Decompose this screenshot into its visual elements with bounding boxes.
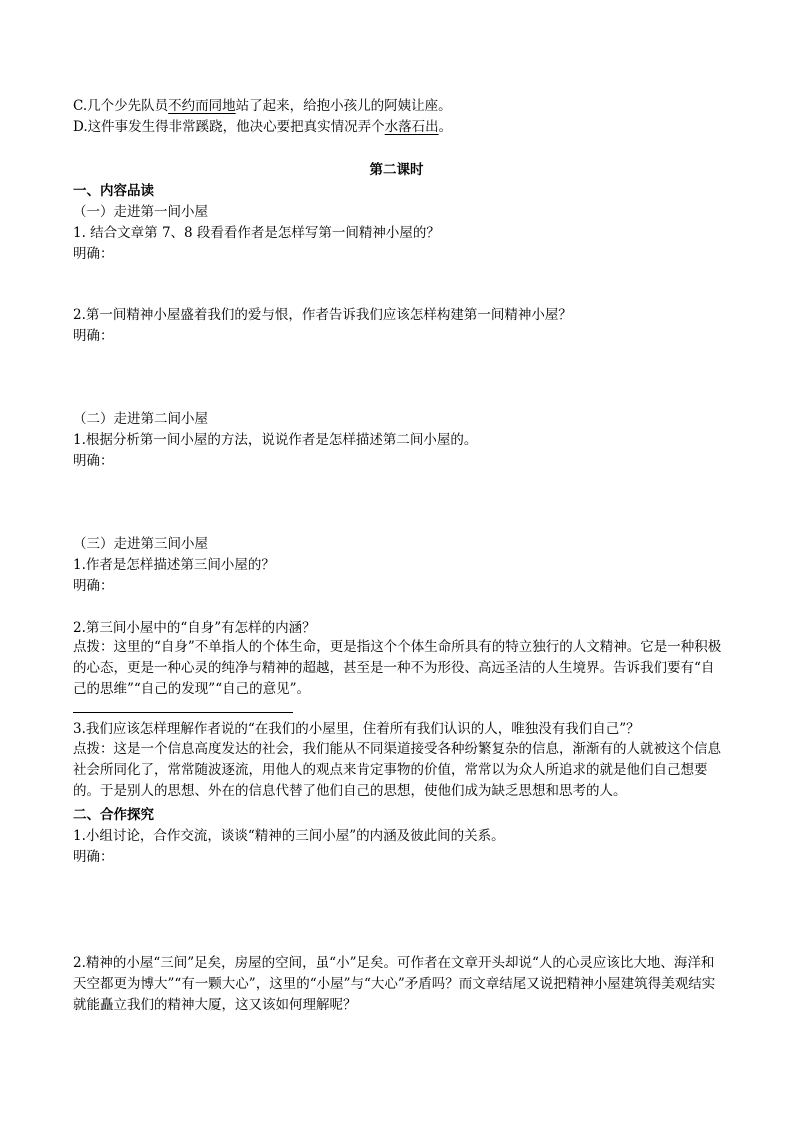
divider-line: [73, 712, 293, 713]
part1-answer-1-label: 明确：: [73, 246, 114, 262]
part1-title: （一）走进第一间小屋: [73, 204, 208, 220]
part1-question-1: 1. 结合文章第 7、8 段看看作者是怎样写第一间精神小屋的？: [73, 225, 440, 241]
part3-question-2: 2.第三间小屋中的“自身”有怎样的内涵？: [73, 620, 316, 636]
part2-question-1: 1.根据分析第一间小屋的方法，说说作者是怎样描述第二间小屋的。: [73, 432, 478, 448]
part2-title: （二）走进第二间小屋: [73, 411, 208, 427]
section2-question-1: 1.小组讨论，合作交流，谈谈“精神的三间小屋”的内涵及彼此间的关系。: [73, 828, 505, 844]
part1-question-2: 2.第一间精神小屋盛着我们的爱与恨，作者告诉我们应该怎样构建第一间精神小屋？: [73, 307, 572, 323]
option-c-text: C.几个少先队员: [73, 98, 169, 114]
option-c-underlined-phrase: 不约而同地: [168, 98, 236, 114]
part3-title: （三）走进第三间小屋: [73, 536, 208, 552]
part3-question-3: 3.我们应该怎样理解作者说的“在我们的小屋里，住着所有我们认识的人，唯独没有我们自己”？: [73, 721, 640, 737]
lesson-title: 第二课时: [369, 162, 424, 178]
part3-question-1: 1.作者是怎样描述第三间小屋的？: [73, 557, 275, 573]
option-c: [73, 97, 723, 115]
section2-heading: 二、合作探究: [73, 807, 154, 823]
section2-answer-1-label: 明确：: [73, 849, 114, 865]
option-d: [73, 118, 723, 136]
option-c-text-end: 站了起来，给抱小孩儿的阿姨让座。: [235, 98, 452, 114]
option-d-underlined-phrase: 水落石出: [384, 119, 439, 135]
part3-hint-3: 点拨：这是一个信息高度发达的社会，我们能从不同渠道接受各种纷繁复杂的信息，渐渐有的人就被这个信息社会所同化了，常常随波逐流，用他人的观点来肯定事物的价值，常常以为众人所追求的就是他们自己想要的。于是别人的思想、外在的信息代替了他们自己的思想，使他们成为缺乏思想和思考的人。: [73, 741, 721, 799]
option-d-text-end: 。: [438, 119, 453, 135]
section2-question-2: 2.精神的小屋“三间”足矣，房屋的空间，虽“小”足矣。可作者在文章开头却说“人的心灵应该比大地、海洋和天空都更为博大”“有一颗大心”，这里的“小屋”与“大心”矛盾吗？而文章结尾又说把精神小屋建筑得美观结实就能矗立我们的精神大厦，这又该如何理解呢？: [73, 955, 716, 1013]
part3-hint-2: 点拨：这里的“自身”不单指人的个体生命，更是指这个个体生命所具有的特立独行的人文精神。它是一种积极的心态，更是一种心灵的纯净与精神的超越，甚至是一种不为形役、高远圣洁的人生境界。告诉我们要有“自己的思维”“自己的发现”“自己的意见”。: [73, 639, 722, 697]
section1-heading: 一、内容品读: [73, 183, 154, 199]
part2-answer-1-label: 明确：: [73, 453, 114, 469]
part1-answer-2-label: 明确：: [73, 328, 114, 344]
option-d-text: D.这件事发生得非常蹊跷，他决心要把真实情况弄个: [73, 119, 385, 135]
part3-answer-1-label: 明确：: [73, 578, 114, 594]
